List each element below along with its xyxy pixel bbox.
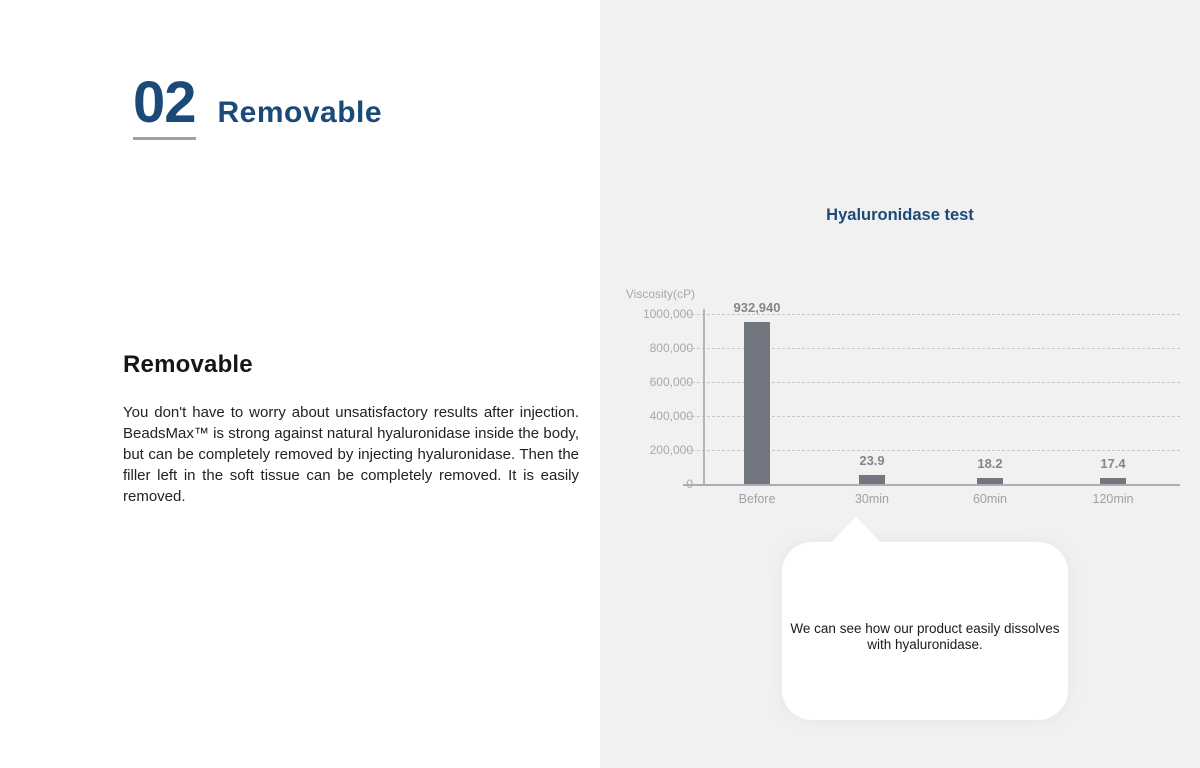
y-tick-label bbox=[603, 476, 693, 492]
x-axis-line bbox=[683, 484, 1180, 486]
x-category-label: Before bbox=[738, 492, 776, 506]
callout-line-1: We can see how our product easily dissolves bbox=[790, 621, 1060, 636]
bar bbox=[1100, 478, 1126, 484]
callout-bubble bbox=[782, 542, 1068, 720]
callout-text bbox=[790, 621, 1059, 653]
section-header bbox=[133, 70, 383, 140]
bar-value-label: 17.4 bbox=[1100, 456, 1126, 471]
page-title: Removable bbox=[123, 351, 253, 378]
section-number: 02 bbox=[133, 74, 196, 140]
bar-value-label: 932,940 bbox=[733, 300, 781, 315]
bar-chart bbox=[603, 284, 1200, 514]
bar-value-label: 18.2 bbox=[977, 456, 1003, 471]
y-tick-label: 400,000 bbox=[649, 409, 693, 423]
y-axis-line bbox=[703, 309, 705, 484]
section-title: Removable bbox=[217, 96, 383, 129]
y-tick-label: 200,000 bbox=[649, 443, 693, 457]
bar bbox=[744, 322, 770, 484]
bar bbox=[859, 475, 885, 484]
y-axis-label: Viscosity(cP) bbox=[625, 287, 695, 301]
body-paragraph: You don't have to worry about unsatisfactory results after injection. BeadsMax™ is strong against natural hyaluronidase inside the body, but can be completely removed by injecting hyaluronidase. Then the filler left in the soft tissue can be completely removed. It is easily removed. bbox=[123, 404, 579, 505]
bar bbox=[977, 478, 1003, 484]
x-category-label: 30min bbox=[854, 492, 890, 506]
callout-line-2: with hyaluronidase. bbox=[867, 637, 983, 652]
x-category-label: 60min bbox=[972, 492, 1008, 506]
y-tick-label: 1000,000 bbox=[642, 307, 693, 321]
bar-value-label: 23.9 bbox=[859, 453, 885, 468]
callout-tail bbox=[830, 516, 882, 544]
y-tick-label: 800,000 bbox=[649, 341, 693, 355]
chart-title: Hyaluronidase test bbox=[826, 206, 974, 224]
y-tick-label: 600,000 bbox=[649, 375, 693, 389]
x-category-label: 120min bbox=[1092, 492, 1134, 506]
